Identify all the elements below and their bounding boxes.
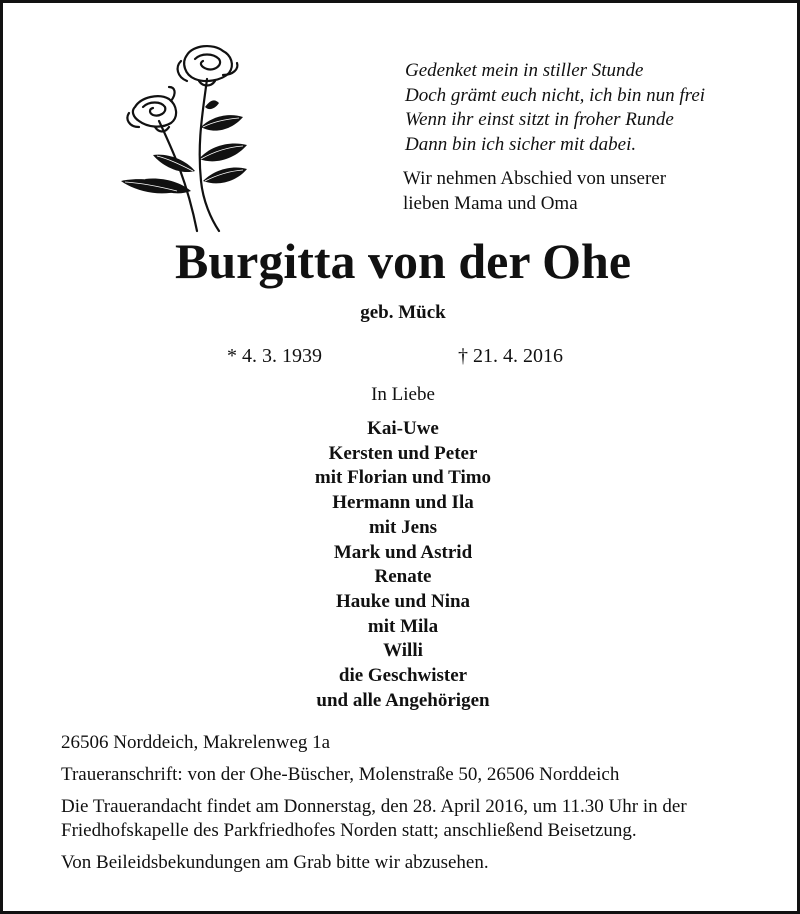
farewell-text xyxy=(403,167,666,216)
condolence-note: Von Beileidsbekundungen am Grab bitte wir abzusehen. xyxy=(61,852,489,873)
farewell-line: lieben Mama und Oma xyxy=(403,192,578,214)
poem-line: Wenn ihr einst sitzt in froher Runde xyxy=(405,109,674,130)
list-item: Renate xyxy=(374,566,432,588)
mourning-address: Traueranschrift: von der Ohe-Büscher, Molenstraße 50, 26506 Norddeich xyxy=(61,764,620,785)
list-item: und alle Angehörigen xyxy=(316,689,490,711)
family-address: 26506 Norddeich, Makrelenweg 1a xyxy=(61,732,331,753)
rose-illustration-icon xyxy=(115,41,255,236)
maiden-name: geb. Mück xyxy=(360,302,446,323)
list-item: Hermann und Ila xyxy=(332,492,474,514)
list-item: Kersten und Peter xyxy=(328,442,478,464)
list-item: die Geschwister xyxy=(338,665,468,687)
death-date: † 21. 4. 2016 xyxy=(458,345,563,367)
list-item: Willi xyxy=(383,640,423,662)
in-love-label: In Liebe xyxy=(371,384,435,405)
list-item: mit Florian und Timo xyxy=(314,467,492,489)
poem-line: Gedenket mein in stiller Stunde xyxy=(405,60,644,81)
list-item: Hauke und Nina xyxy=(335,590,471,612)
poem-line: Doch grämt euch nicht, ich bin nun frei xyxy=(405,84,706,106)
list-item: mit Mila xyxy=(367,615,439,637)
list-item: mit Jens xyxy=(368,516,438,538)
service-details: Die Trauerandacht findet am Donnerstag, den 28. April 2016, um 11.30 Uhr in der Friedhofskapelle des Parkfriedhofes Norden statt; anschließend Beisetzung. xyxy=(61,796,687,841)
birth-date: * 4. 3. 1939 xyxy=(227,345,322,367)
mourners-list xyxy=(3,417,800,713)
list-item: Mark und Astrid xyxy=(333,541,473,563)
deceased-name: Burgitta von der Ohe xyxy=(174,233,632,289)
farewell-line: Wir nehmen Abschied von unserer xyxy=(403,168,667,189)
list-item: Kai-Uwe xyxy=(367,418,439,439)
poem xyxy=(405,59,705,157)
poem-line: Dann bin ich sicher mit dabei. xyxy=(405,133,637,155)
